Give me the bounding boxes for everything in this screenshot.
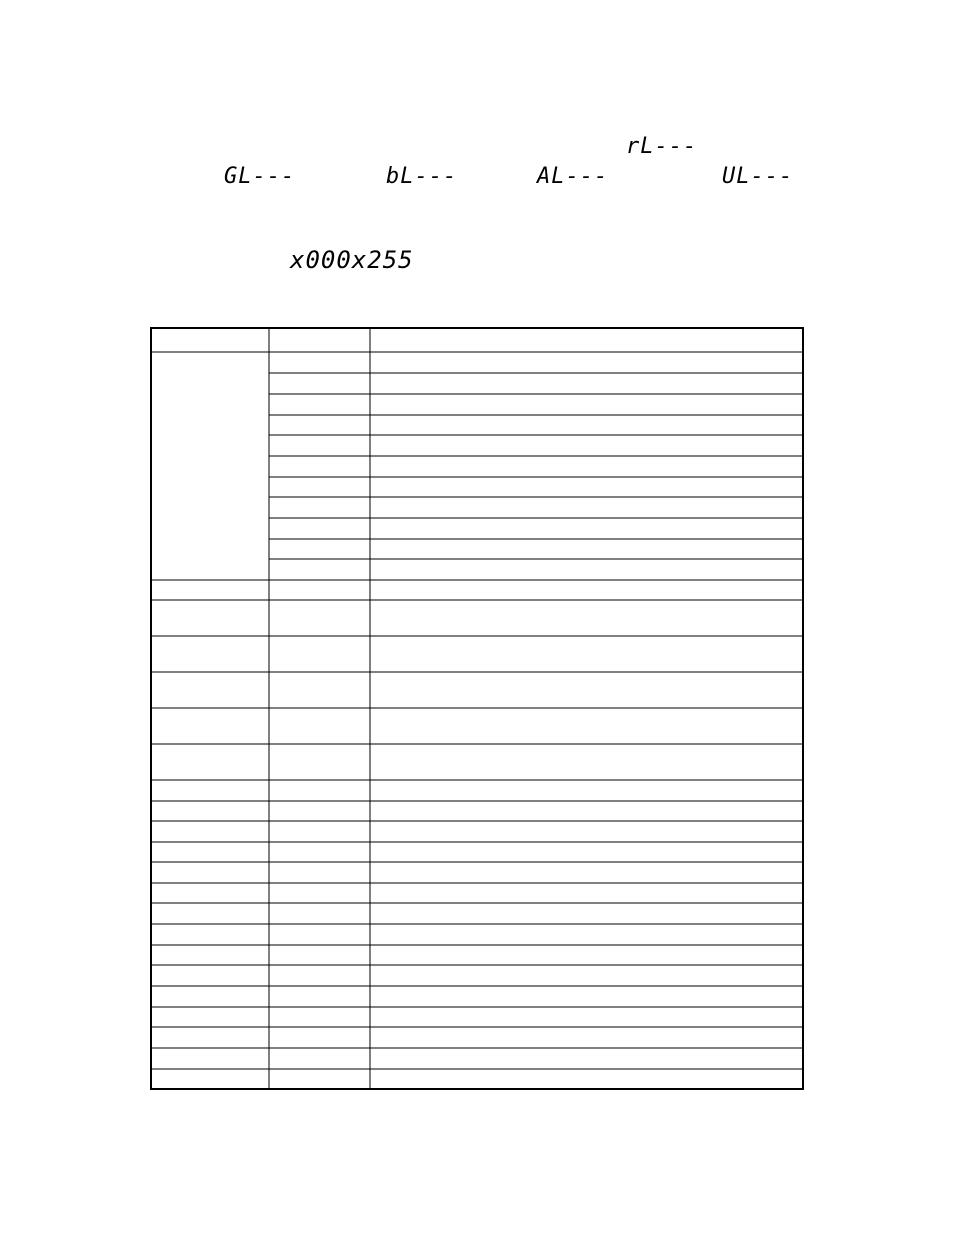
display-code-ul: UL--- bbox=[722, 164, 794, 189]
display-code-rl: rL--- bbox=[626, 134, 698, 159]
display-code-bl: bL--- bbox=[386, 164, 458, 189]
display-code-gl: GL--- bbox=[224, 164, 296, 189]
display-code-range: x000x255 bbox=[290, 246, 414, 274]
display-code-al: AL--- bbox=[537, 164, 609, 189]
